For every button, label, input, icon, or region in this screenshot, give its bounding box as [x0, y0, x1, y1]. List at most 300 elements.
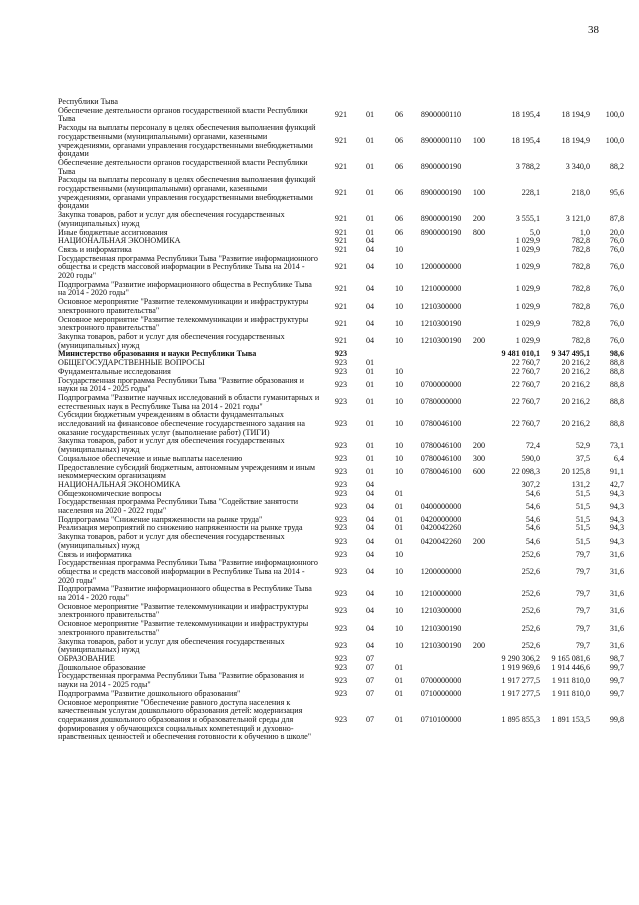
code-expense-type: [468, 664, 490, 673]
row-name: Иные бюджетные ассигнования: [58, 227, 168, 237]
code-target-article: 8900000190: [420, 227, 462, 237]
row-name: Закупка товаров, работ и услуг для обеспечения государственных (муниципальных) нужд: [58, 210, 285, 228]
amount-executed: [540, 98, 590, 107]
amount-planned: 54,6: [525, 488, 540, 498]
amount-executed: 9 347 495,1: [551, 349, 590, 359]
code-target-article: [414, 98, 468, 107]
amount-planned: 54,6: [525, 536, 540, 546]
amount-executed: 218,0: [571, 188, 590, 198]
amount-executed: 20 125,8: [561, 466, 590, 476]
code-section: 07: [365, 662, 375, 672]
code-target-article: 0710100000: [420, 714, 462, 724]
amount-executed: 782,8: [571, 301, 590, 311]
code-target-article: 1210300190: [420, 640, 462, 650]
code-expense-type: [468, 368, 490, 377]
code-subsection: 01: [394, 501, 404, 511]
code-section: 04: [365, 566, 375, 576]
code-administrator: 921: [334, 336, 348, 346]
amount-executed: 1,0: [579, 227, 590, 237]
amount-planned: 590,0: [521, 453, 540, 463]
code-expense-type: [468, 394, 490, 411]
code-subsection: 10: [394, 453, 404, 463]
percent-executed: 99,7: [609, 675, 624, 685]
code-target-article: 8900000110: [420, 136, 462, 146]
code-administrator: 921: [334, 110, 348, 120]
table-row: [58, 333, 624, 350]
percent-executed: 88,8: [609, 419, 624, 429]
code-target-article: 0420042260: [420, 523, 462, 533]
amount-planned: 1 895 855,3: [501, 714, 540, 724]
code-subsection: 06: [394, 214, 404, 224]
code-target-article: 8900000190: [420, 188, 462, 198]
table-row: [58, 699, 624, 743]
amount-executed: 79,7: [575, 606, 590, 616]
amount-executed: 79,7: [575, 566, 590, 576]
code-target-article: 0710000000: [420, 688, 462, 698]
amount-planned: 72,4: [525, 440, 540, 450]
code-subsection: 10: [394, 588, 404, 598]
row-name: Закупка товаров, работ и услуг для обеспечения государственных (муниципальных) нужд: [58, 636, 285, 655]
row-name: Государственная программа Республики Тыва "Развитие образования и науки на 2014 - 2025 годы": [58, 671, 304, 690]
code-target-article: [414, 350, 468, 359]
amount-planned: 1 029,9: [515, 318, 540, 328]
code-subsection: 01: [394, 675, 404, 685]
percent-executed: 31,6: [609, 588, 624, 598]
percent-executed: 76,0: [609, 301, 624, 311]
percent-executed: 31,6: [609, 566, 624, 576]
percent-executed: 31,6: [609, 640, 624, 650]
code-expense-type: 300: [472, 453, 486, 463]
amount-planned: 22 760,7: [511, 379, 540, 389]
amount-executed: 1 891 153,5: [551, 714, 590, 724]
amount-executed: 52,9: [575, 440, 590, 450]
table-row: [58, 533, 624, 550]
amount-executed: 782,8: [571, 244, 590, 254]
code-subsection: 10: [394, 623, 404, 633]
code-administrator: 921: [334, 262, 348, 272]
code-administrator: 923: [334, 588, 348, 598]
code-administrator: 921: [334, 188, 348, 198]
code-administrator: 921: [334, 214, 348, 224]
row-name: Закупка товаров, работ и услуг для обеспечения государственных (муниципальных) нужд: [58, 331, 285, 350]
code-subsection: 06: [394, 162, 404, 172]
code-section: 01: [365, 419, 375, 429]
row-name: Подпрограмма "Развитие дошкольного образования": [58, 688, 241, 698]
code-expense-type: [468, 281, 490, 298]
amount-planned: 1 029,9: [515, 244, 540, 254]
percent-executed: 31,6: [609, 623, 624, 633]
code-administrator: 921: [334, 301, 348, 311]
percent-executed: 88,2: [609, 162, 624, 172]
row-name: Основное мероприятие "Развитие телекоммуникации и инфраструктуры электронного правительства": [58, 601, 309, 620]
code-section: 04: [365, 623, 375, 633]
table-row: [58, 559, 624, 585]
percent-executed: 88,8: [609, 379, 624, 389]
amount-executed: 1 911 810,0: [551, 688, 590, 698]
code-subsection: 06: [394, 110, 404, 120]
code-administrator: 923: [334, 714, 348, 724]
percent-executed: [590, 98, 624, 107]
percent-executed: 94,3: [609, 514, 624, 524]
code-expense-type: [468, 585, 490, 602]
code-administrator: 921: [334, 318, 348, 328]
amount-executed: 782,8: [571, 284, 590, 294]
code-target-article: [414, 655, 468, 664]
code-section: 01: [365, 358, 375, 368]
code-subsection: 06: [394, 188, 404, 198]
code-expense-type: 200: [472, 336, 486, 346]
percent-executed: 99,7: [609, 688, 624, 698]
code-section: 04: [365, 588, 375, 598]
amount-planned: 1 029,9: [515, 284, 540, 294]
percent-executed: 76,0: [609, 262, 624, 272]
row-name: Обеспечение деятельности органов государственной власти Республики Тыва: [58, 157, 308, 176]
amount-planned: 54,6: [525, 514, 540, 524]
table-row: [58, 281, 624, 298]
code-subsection: 01: [394, 488, 404, 498]
code-administrator: 923: [334, 536, 348, 546]
code-administrator: 923: [334, 453, 348, 463]
table-row: [58, 672, 624, 689]
percent-executed: 94,3: [609, 488, 624, 498]
code-expense-type: [468, 690, 490, 699]
code-administrator: 921: [334, 162, 348, 172]
amount-planned: 9 481 010,1: [501, 349, 540, 359]
code-administrator: 923: [334, 366, 348, 376]
amount-planned: 5,0: [529, 227, 540, 237]
code-target-article: 1210000000: [420, 284, 462, 294]
code-section: 04: [365, 244, 375, 254]
code-section: 01: [365, 110, 375, 120]
percent-executed: 98,6: [609, 349, 624, 359]
code-administrator: 923: [334, 479, 348, 489]
code-administrator: 923: [334, 514, 348, 524]
code-subsection: 01: [394, 514, 404, 524]
amount-executed: 37,5: [575, 453, 590, 463]
amount-planned: 22 098,3: [511, 466, 540, 476]
amount-planned: 252,6: [521, 566, 540, 576]
code-expense-type: 600: [472, 466, 486, 476]
code-section: 01: [365, 214, 375, 224]
percent-executed: 94,3: [609, 523, 624, 533]
code-administrator: 923: [334, 623, 348, 633]
percent-executed: 88,8: [609, 358, 624, 368]
code-subsection: 10: [394, 640, 404, 650]
table-row: [58, 411, 624, 437]
code-administrator: 923: [334, 466, 348, 476]
code-section: 04: [365, 488, 375, 498]
code-section: 01: [365, 366, 375, 376]
percent-executed: 88,8: [609, 366, 624, 376]
code-section: 01: [365, 188, 375, 198]
code-administrator: 923: [334, 358, 348, 368]
amount-planned: 252,6: [521, 640, 540, 650]
code-target-article: [414, 481, 468, 490]
code-target-article: 0780046100: [420, 453, 462, 463]
row-name: Государственная программа Республики Тыва "Развитие информационного общества и средств массовой информации в Республике Тыва на 2014 - 2020 годы": [58, 558, 318, 585]
code-target-article: 0780046100: [420, 419, 462, 429]
code-expense-type: [468, 377, 490, 394]
amount-executed: 51,5: [575, 536, 590, 546]
code-section: 04: [365, 606, 375, 616]
amount-executed: 20 216,2: [561, 366, 590, 376]
budget-table: [58, 98, 624, 742]
code-expense-type: 200: [472, 640, 486, 650]
table-row: [58, 638, 624, 655]
code-target-article: [414, 246, 468, 255]
amount-executed: 9 165 081,6: [551, 654, 590, 663]
code-subsection: 10: [394, 606, 404, 616]
amount-planned: 228,1: [521, 188, 540, 198]
amount-executed: 79,7: [575, 588, 590, 598]
code-section: 04: [365, 301, 375, 311]
amount-planned: 252,6: [521, 588, 540, 598]
code-subsection: 06: [394, 136, 404, 146]
code-administrator: 923: [334, 523, 348, 533]
percent-executed: 42,7: [609, 479, 624, 489]
percent-executed: 95,6: [609, 188, 624, 198]
code-target-article: 1210300000: [420, 301, 462, 311]
amount-executed: 782,8: [571, 236, 590, 246]
code-target-article: [414, 359, 468, 368]
row-name: Расходы на выплаты персоналу в целях обеспечения выполнения функций государственными (муниципальными) органами, казенными учреждениями, органами управления государственными внебюджетными фондами: [58, 175, 316, 211]
row-name: Основное мероприятие "Развитие телекоммуникации и инфраструктуры электронного правительства": [58, 297, 309, 315]
amount-executed: 79,7: [575, 623, 590, 633]
row-name: Субсидии бюджетным учреждениям в области фундаментальных исследований на финансовое обеспечение государственного задания на оказание государственных услуг (выполнение работ) (ТИГИ): [58, 410, 305, 437]
amount-planned: [490, 98, 540, 107]
code-subsection: 10: [394, 379, 404, 389]
percent-executed: 100,0: [605, 110, 624, 120]
percent-executed: 76,0: [609, 244, 624, 254]
code-administrator: 923: [334, 566, 348, 576]
code-administrator: 923: [334, 419, 348, 429]
table-row: [58, 298, 624, 315]
row-name: Государственная программа Республики Тыва "Развитие образования и науки на 2014 - 2025 годы": [58, 375, 304, 394]
row-name: Подпрограмма "Снижение напряженности на рынке труда": [58, 514, 263, 524]
code-subsection: [384, 350, 414, 359]
row-name: НАЦИОНАЛЬНАЯ ЭКОНОМИКА: [58, 236, 181, 246]
code-administrator: 923: [334, 488, 348, 498]
code-target-article: [414, 368, 468, 377]
code-section: 04: [365, 236, 375, 246]
code-administrator: 923: [334, 397, 348, 407]
row-name: Связь и информатика: [58, 549, 132, 559]
row-name: Закупка товаров, работ и услуг для обеспечения государственных (муниципальных) нужд: [58, 532, 285, 550]
percent-executed: 87,8: [609, 214, 624, 224]
table-row: [58, 620, 624, 637]
row-name: Подпрограмма "Развитие информационного общества в Республике Тыва на 2014 - 2020 годы": [58, 584, 312, 603]
code-target-article: 1210300190: [420, 336, 462, 346]
code-expense-type: [468, 98, 490, 107]
code-expense-type: [468, 490, 490, 499]
code-target-article: 8900000110: [420, 110, 462, 120]
code-expense-type: 200: [472, 440, 486, 450]
code-target-article: 0700000000: [420, 675, 462, 685]
table-row: [58, 255, 624, 281]
amount-executed: 20 216,2: [561, 397, 590, 407]
code-subsection: 01: [394, 662, 404, 672]
code-expense-type: [468, 699, 490, 743]
code-section: 04: [365, 523, 375, 533]
amount-planned: 3 788,2: [515, 162, 540, 172]
row-name: Основное мероприятие "Развитие телекоммуникации и инфраструктуры электронного правительства": [58, 314, 309, 333]
code-expense-type: [468, 359, 490, 368]
code-section: 07: [365, 654, 375, 663]
code-section: 04: [365, 284, 375, 294]
amount-planned: 252,6: [521, 549, 540, 559]
code-target-article: [414, 664, 468, 673]
code-expense-type: 100: [472, 188, 486, 198]
row-name: ОБЩЕГОСУДАРСТВЕННЫЕ ВОПРОСЫ: [58, 358, 205, 368]
code-administrator: 923: [334, 440, 348, 450]
amount-executed: 51,5: [575, 514, 590, 524]
code-administrator: [326, 98, 356, 107]
amount-planned: 1 029,9: [515, 262, 540, 272]
code-expense-type: [468, 603, 490, 620]
code-subsection: 10: [394, 466, 404, 476]
code-expense-type: [468, 672, 490, 689]
code-subsection: 01: [394, 536, 404, 546]
code-administrator: 921: [334, 227, 348, 237]
code-section: 01: [365, 136, 375, 146]
amount-executed: 51,5: [575, 501, 590, 511]
code-expense-type: [468, 411, 490, 437]
amount-executed: 79,7: [575, 640, 590, 650]
percent-executed: 94,3: [609, 536, 624, 546]
amount-planned: 22 760,7: [511, 366, 540, 376]
table-row: [58, 124, 624, 159]
amount-executed: 131,2: [571, 479, 590, 489]
code-administrator: 921: [334, 236, 348, 246]
code-expense-type: [468, 498, 490, 515]
table-row: [58, 377, 624, 394]
code-administrator: 923: [334, 675, 348, 685]
percent-executed: 31,6: [609, 606, 624, 616]
amount-planned: 22 760,7: [511, 419, 540, 429]
code-target-article: 8900000190: [420, 162, 462, 172]
row-name: Связь и информатика: [58, 244, 132, 254]
code-target-article: 0780046100: [420, 440, 462, 450]
code-expense-type: [468, 298, 490, 315]
percent-executed: 100,0: [605, 136, 624, 146]
percent-executed: 94,3: [609, 501, 624, 511]
code-section: [356, 98, 384, 107]
code-subsection: 10: [394, 336, 404, 346]
row-name: Расходы на выплаты персоналу в целях обеспечения выполнения функций государственными (муниципальными) органами, казенными учреждениями, органами управления государственными внебюджетными фондами: [58, 123, 316, 159]
percent-executed: 99,7: [609, 662, 624, 672]
code-section: 01: [365, 440, 375, 450]
code-section: 01: [365, 397, 375, 407]
code-expense-type: [468, 524, 490, 533]
table-row: [58, 159, 624, 176]
amount-planned: 9 290 306,2: [501, 654, 540, 663]
amount-executed: 18 194,9: [561, 110, 590, 120]
code-target-article: 1210300000: [420, 606, 462, 616]
code-section: 01: [365, 162, 375, 172]
code-subsection: 10: [394, 440, 404, 450]
code-expense-type: [468, 107, 490, 124]
amount-executed: 3 121,0: [565, 214, 590, 224]
percent-executed: 73,1: [609, 440, 624, 450]
table-row: [58, 585, 624, 602]
code-expense-type: [468, 481, 490, 490]
code-subsection: 01: [394, 523, 404, 533]
code-expense-type: [468, 246, 490, 255]
row-name: Республики Тыва: [58, 97, 118, 106]
code-target-article: 1210300190: [420, 318, 462, 328]
page-number: 38: [588, 24, 599, 36]
amount-executed: 51,5: [575, 488, 590, 498]
row-name: Основное мероприятие "Развитие телекоммуникации и инфраструктуры электронного правительства": [58, 619, 309, 637]
code-target-article: 0700000000: [420, 379, 462, 389]
code-target-article: 0780046100: [420, 466, 462, 476]
amount-executed: 1 911 810,0: [551, 675, 590, 685]
code-expense-type: [468, 159, 490, 176]
percent-executed: 76,0: [609, 318, 624, 328]
amount-executed: 782,8: [571, 318, 590, 328]
code-administrator: 923: [334, 606, 348, 616]
code-section: 04: [365, 514, 375, 524]
amount-planned: 252,6: [521, 623, 540, 633]
table-row: [58, 437, 624, 454]
code-subsection: 10: [394, 566, 404, 576]
code-target-article: [414, 237, 468, 246]
code-expense-type: 100: [472, 136, 486, 146]
row-name: Общеэкономические вопросы: [58, 488, 162, 498]
row-name: НАЦИОНАЛЬНАЯ ЭКОНОМИКА: [58, 479, 181, 489]
percent-executed: 6,4: [613, 453, 624, 463]
amount-planned: 22 760,7: [511, 358, 540, 368]
code-target-article: 0420000000: [420, 514, 462, 524]
code-section: 01: [365, 453, 375, 463]
code-section: 04: [365, 549, 375, 559]
code-section: 04: [365, 640, 375, 650]
code-expense-type: [468, 316, 490, 333]
code-target-article: 0420042260: [420, 536, 462, 546]
code-expense-type: [468, 655, 490, 664]
amount-planned: 22 760,7: [511, 397, 540, 407]
amount-planned: 54,6: [525, 501, 540, 511]
amount-planned: 252,6: [521, 606, 540, 616]
amount-planned: 1 917 277,5: [501, 688, 540, 698]
code-target-article: 1210300190: [420, 623, 462, 633]
amount-planned: 18 195,4: [511, 136, 540, 146]
code-administrator: 923: [334, 688, 348, 698]
code-expense-type: [468, 255, 490, 281]
table-row: [58, 394, 624, 411]
percent-executed: 31,6: [609, 549, 624, 559]
code-subsection: 10: [394, 318, 404, 328]
amount-executed: 20 216,2: [561, 379, 590, 389]
code-expense-type: 200: [472, 536, 486, 546]
code-subsection: [384, 98, 414, 107]
table-row: [58, 211, 624, 228]
amount-planned: 1 029,9: [515, 336, 540, 346]
code-section: 04: [365, 262, 375, 272]
code-section: 04: [365, 501, 375, 511]
row-name: Социальное обеспечение и иные выплаты населению: [58, 453, 243, 463]
row-name: Дошкольное образование: [58, 662, 146, 672]
code-section: 04: [365, 318, 375, 328]
table-row: [58, 176, 624, 211]
percent-executed: 76,0: [609, 336, 624, 346]
code-expense-type: [468, 350, 490, 359]
row-name: Государственная программа Республики Тыва "Содействие занятости населения на 2020 - 2022 годы": [58, 497, 299, 516]
code-expense-type: [468, 237, 490, 246]
code-administrator: 923: [334, 379, 348, 389]
code-administrator: 923: [334, 640, 348, 650]
table-row: [58, 603, 624, 620]
